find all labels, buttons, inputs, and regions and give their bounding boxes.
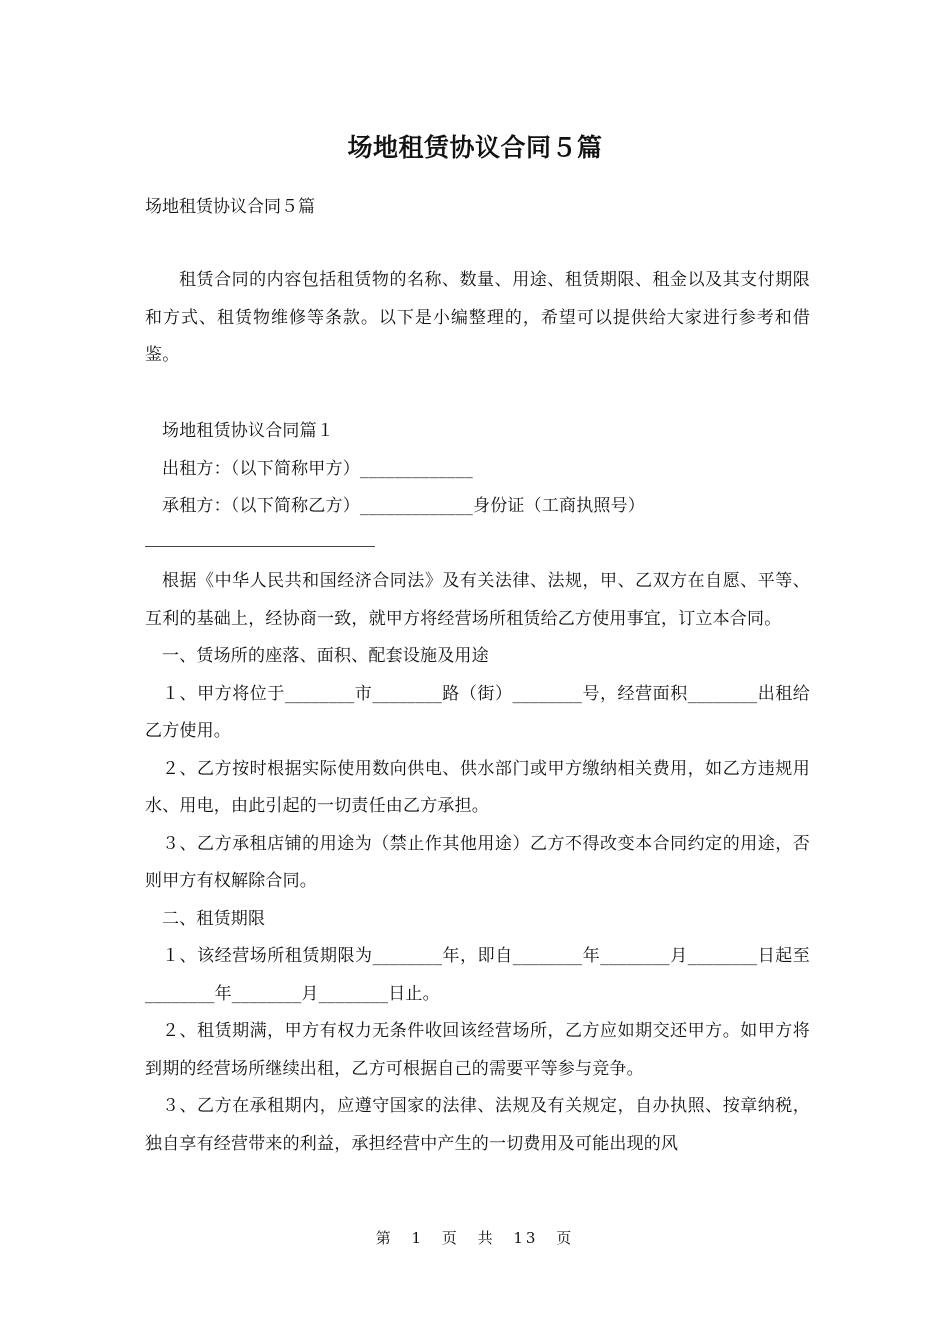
clause-item: ３、乙方承租店铺的用途为（禁止作其他用途）乙方不得改变本合同约定的用途，否则甲方有权解除合同。 <box>145 833 810 891</box>
clause-item: ２、租赁期满，甲方有权力无条件收回该经营场所，乙方应如期交还甲方。如甲方将到期的经营场所继续出租，乙方可根据自己的需要平等参与竞争。 <box>145 1021 810 1079</box>
clause-heading: 一、赁场所的座落、面积、配套设施及用途 <box>162 646 489 666</box>
document-subtitle: 场地租赁协议合同５篇 <box>145 197 315 217</box>
id-number-blank <box>145 526 810 564</box>
paragraph: 根据《中华人民共和国经济合同法》及有关法律、法规，甲、乙双方在自愿、平等、互利的基础上，经协商一致，就甲方将经营场所租赁给乙方使用事宜，订立本合同。 <box>145 571 810 629</box>
clause-item: １、甲方将位于________市________路（街）________号，经营面积________出租给乙方使用。 <box>145 683 810 741</box>
intro-paragraph: 租赁合同的内容包括租赁物的名称、数量、用途、租赁期限、租金以及其支付期限和方式、租赁物维修等条款。以下是小编整理的，希望可以提供给大家进行参考和借鉴。 <box>145 270 810 365</box>
lessor-line: 出租方：（以下简称甲方）_____________ <box>162 458 473 479</box>
clause-item: ２、乙方按时根据实际使用数向供电、供水部门或甲方缴纳相关费用，如乙方违规用水、用电，由此引起的一切责任由乙方承担。 <box>145 758 810 816</box>
page-footer: 第 1 页 共 13 页 <box>375 1229 575 1247</box>
intro-block <box>145 262 810 375</box>
lessee-line: 承租方：（以下简称乙方）_____________身份证（工商执照号） <box>162 496 645 516</box>
blank-underline <box>145 546 375 547</box>
clause-item: １、该经营场所租赁期限为________年，即自________年________月________日起至________年________月________日止。 <box>145 946 810 1004</box>
document-title: 场地租赁协议合同５篇 <box>347 133 603 162</box>
section-1 <box>145 413 810 1163</box>
clause-item: ３、乙方在承租期内，应遵守国家的法律、法规及有关规定，自办执照、按章纳税，独自享有经营带来的利益，承担经营中产生的一切费用及可能出现的风 <box>145 1096 810 1154</box>
clause-heading: 二、租赁期限 <box>162 908 266 929</box>
section-heading: 场地租赁协议合同篇１ <box>162 421 334 441</box>
